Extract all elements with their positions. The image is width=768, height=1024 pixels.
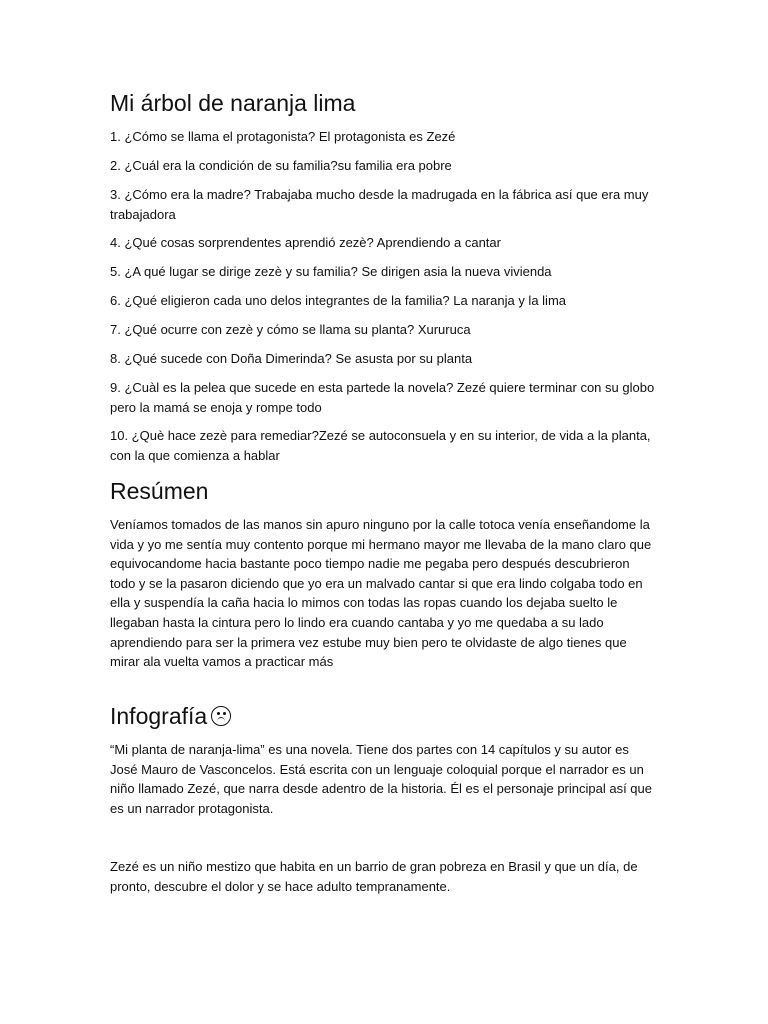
question-9: 9. ¿Cuàl es la pelea que sucede en esta partede la novela? Zezé quiere terminar con su globo pero la mamá se enoja y rompe todo xyxy=(110,380,655,415)
summary-text: Veníamos tomados de las manos sin apuro ninguno por la calle totoca venía enseñandome la vida y yo me sentía muy contento porque mi hermano mayor me llevaba de la mano claro que equivocandome hacia bastante poco tiempo nadie me pegaba pero después descubrieron todo y se la pasaron diciendo que yo era un malvado cantar si que era lindo colgaba todo en ella y suspendía la caña hacia lo mimos con todas las ropas cuando los dejaba suelto le llegaban hasta la cintura pero lo lindo era cuando cantaba y yo me quedaba a su lado aprendiendo para ser la primera vez estube muy bien pero te olvidaste de algo tienes que mirar ala vuelta vamos a practicar más xyxy=(110,517,652,670)
question-3: 3. ¿Cómo era la madre? Trabajaba mucho desde la madrugada en la fábrica así que era muy trabajadora xyxy=(110,187,649,222)
question-7: 7. ¿Qué ocurre con zezè y cómo se llama su planta? Xururuca xyxy=(110,322,471,337)
question-2: 2. ¿Cuál era la condición de su familia?su familia era pobre xyxy=(110,158,452,173)
question-1: 1. ¿Cómo se llama el protagonista? El protagonista es Zezé xyxy=(110,129,456,144)
question-4: 4. ¿Qué cosas sorprendentes aprendió zezè? Aprendiendo a cantar xyxy=(110,235,501,250)
question-10: 10. ¿Què hace zezè para remediar?Zezé se autoconsuela y en su interior, de vida a la planta, con la que comienza a hablar xyxy=(110,428,651,463)
summary-heading: Resúmen xyxy=(110,478,209,504)
frown-face-icon xyxy=(211,706,231,726)
question-6: 6. ¿Qué eligieron cada uno delos integrantes de la familia? La naranja y la lima xyxy=(110,293,566,308)
infographic-paragraph-1: “Mi planta de naranja-lima” es una novela. Tiene dos partes con 14 capítulos y su autor es José Mauro de Vasconcelos. Está escrita con un lenguaje coloquial porque el narrador es un niño llamado Zezé, que narra desde adentro de la historia. Él es el personaje principal así que es un narrador protagonista. xyxy=(110,742,653,816)
document-title: Mi árbol de naranja lima xyxy=(110,90,356,116)
question-5: 5. ¿A qué lugar se dirige zezè y su familia? Se dirigen asia la nueva vivienda xyxy=(110,264,552,279)
infographic-heading xyxy=(110,702,231,730)
infographic-heading-text: Infografía xyxy=(110,703,208,729)
infographic-paragraph-2: Zezé es un niño mestizo que habita en un barrio de gran pobreza en Brasil y que un día, de pronto, descubre el dolor y se hace adulto tempranamente. xyxy=(110,859,638,894)
question-8: 8. ¿Qué sucede con Doña Dimerinda? Se asusta por su planta xyxy=(110,351,473,366)
